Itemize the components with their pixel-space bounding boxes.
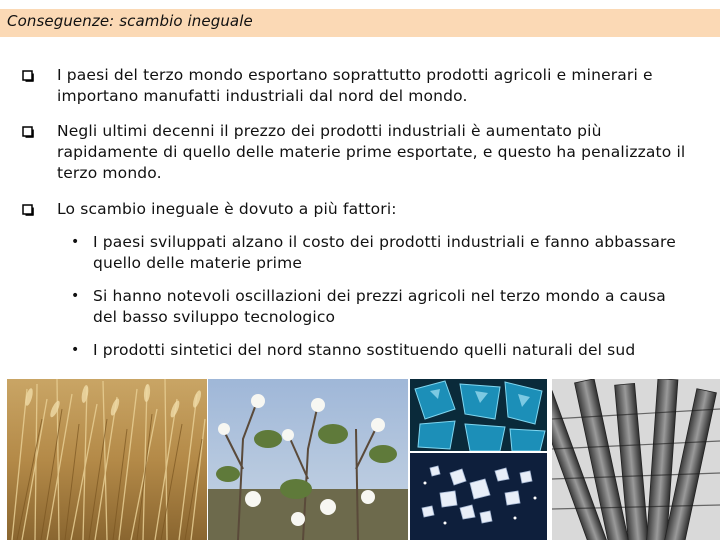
sub-bullet-text: I paesi sviluppati alzano il costo dei prodotti industriali e fanno abbassare quello delle materie prime [93,233,676,272]
page-title: Conseguenze: scambio ineguale [7,12,253,30]
hollow-square-icon [22,204,34,216]
hollow-square-icon [22,126,34,138]
steel-rebar-photo [552,379,720,540]
bullet-text: Lo scambio ineguale è dovuto a più fattori: [57,200,397,218]
blue-crystals-photo [410,379,547,451]
bullet-text: I paesi del terzo mondo esportano soprattutto prodotti agricoli e minerari e importano manufatti industriali dal nord del mondo. [57,66,653,105]
sub-bullet-text: Si hanno notevoli oscillazioni dei prezzi agricoli nel terzo mondo a causa del basso sviluppo tecnologico [93,287,666,326]
wheat-field-photo [7,379,207,540]
sub-bullet-marker: • [71,342,80,358]
sub-bullet-marker: • [71,234,80,250]
cotton-plant-photo [208,379,408,540]
sub-bullet-marker: • [71,288,80,304]
sub-bullet-text: I prodotti sintetici del nord stanno sostituendo quelli naturali del sud [93,341,636,359]
hollow-square-icon [22,70,34,82]
white-crystals-photo [410,453,547,540]
bullet-text: Negli ultimi decenni il prezzo dei prodotti industriali è aumentato più rapidamente di quello delle materie prime esportate, e questo ha penalizzato il terzo mondo. [57,122,686,182]
